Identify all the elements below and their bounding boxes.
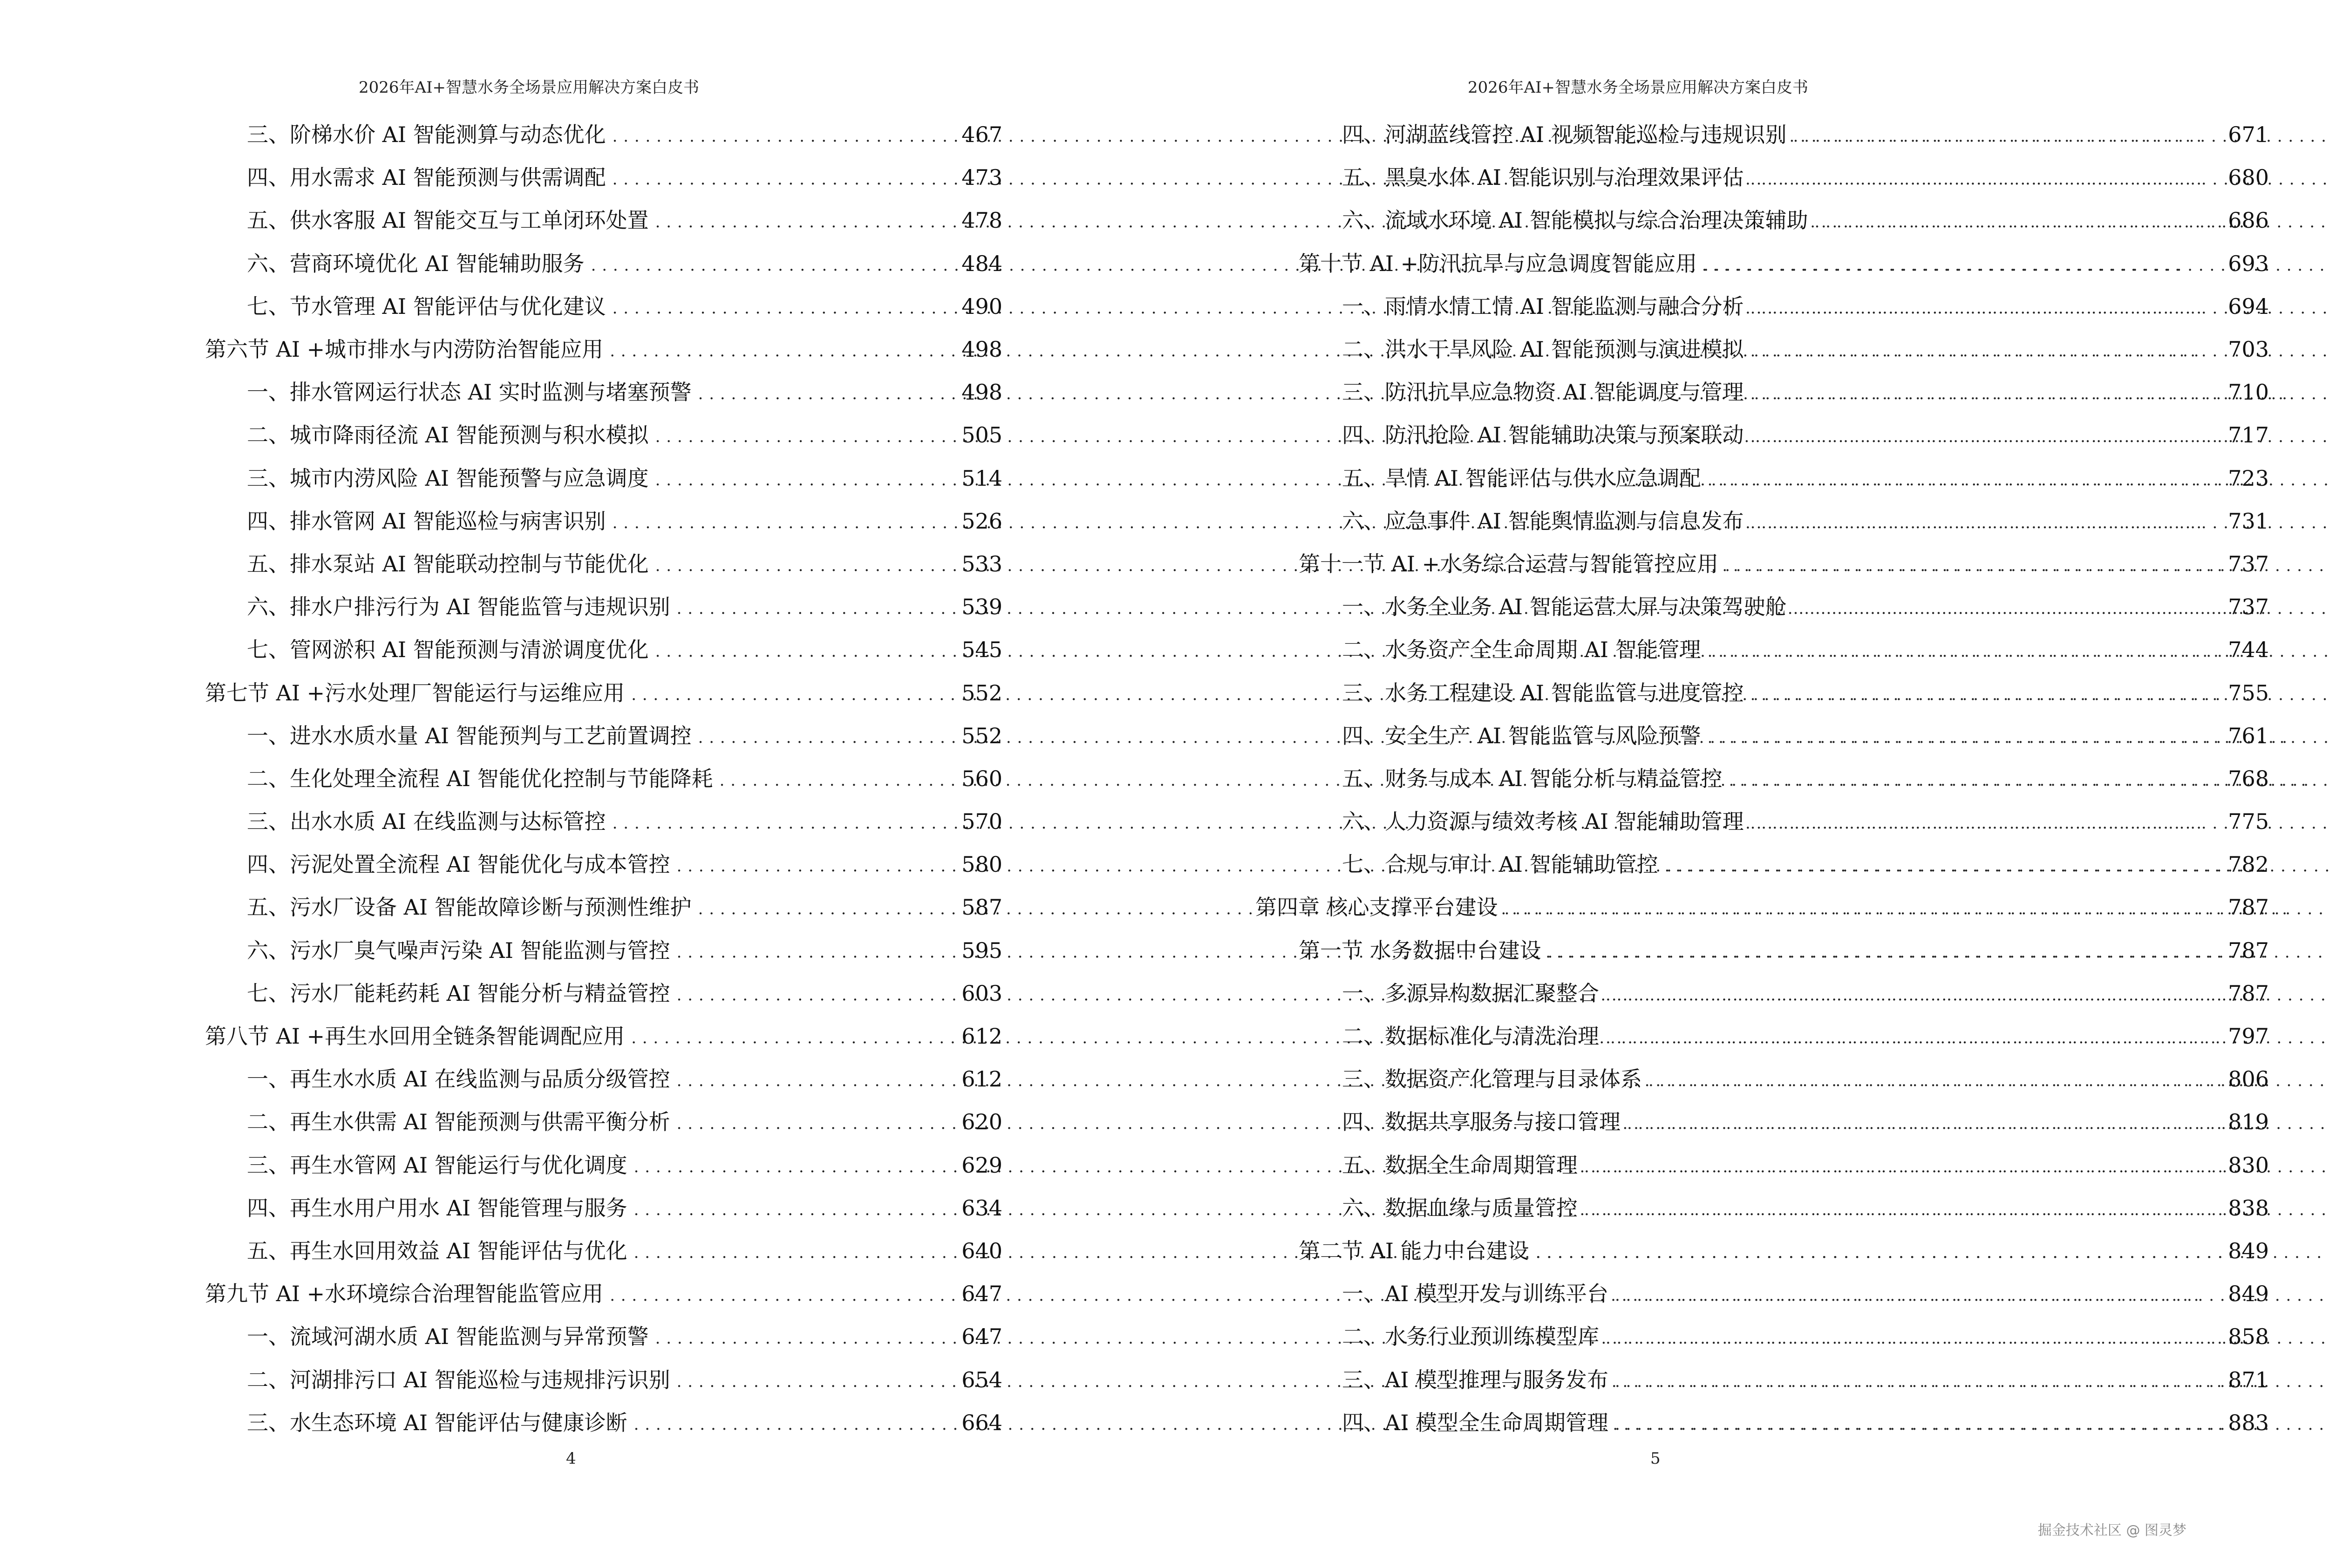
dot-leader [634, 1154, 955, 1176]
page-header-title: 2026年AI+智慧水务全场景应用解决方案白皮书 [1468, 78, 1808, 97]
toc-entry-page-number: 612 [961, 1066, 1002, 1092]
toc-entry-page-number: 526 [961, 508, 1002, 534]
toc-entry-title: 五、再生水回用效益 AI 智能评估与优化 [247, 1238, 627, 1263]
dot-leader [610, 339, 955, 360]
toc-entry[interactable] [1255, 757, 2269, 800]
dot-leader [1750, 167, 2222, 188]
toc-entry-title: 六、数据血缘与质量管控 [1342, 1195, 1578, 1221]
toc-entry-page-number: 514 [961, 465, 1002, 491]
toc-entry[interactable] [205, 628, 1002, 671]
toc-entry-title: 四、AI 模型全生命周期管理 [1342, 1410, 1609, 1435]
toc-entry-title: 第二节 AI 能力中台建设 [1299, 1238, 1529, 1263]
table-of-contents-right [1255, 113, 2269, 1444]
toc-entry-page-number: 744 [2228, 637, 2269, 663]
toc-entry[interactable] [205, 585, 1002, 628]
dot-leader [1750, 424, 2222, 446]
toc-entry-page-number: 717 [2228, 422, 2269, 448]
toc-entry[interactable] [1255, 242, 2269, 285]
dot-leader [677, 1369, 955, 1391]
dot-leader [677, 854, 955, 875]
toc-entry-page-number: 560 [961, 766, 1002, 791]
toc-entry[interactable] [205, 1187, 1002, 1229]
dot-leader [677, 940, 955, 961]
dot-leader [677, 596, 955, 618]
toc-entry[interactable] [1255, 500, 2269, 543]
dot-leader [1703, 253, 2221, 274]
toc-entry[interactable] [1255, 929, 2269, 972]
dot-leader [1708, 725, 2222, 747]
toc-entry-page-number: 467 [961, 122, 1002, 148]
toc-entry[interactable] [1255, 1272, 2269, 1315]
toc-entry[interactable] [205, 328, 1002, 371]
toc-entry-page-number: 629 [961, 1152, 1002, 1178]
right-page [1104, 0, 2269, 1568]
toc-entry-page-number: 640 [961, 1238, 1002, 1263]
toc-entry-title: 二、水务资产全生命周期 AI 智能管理 [1342, 637, 1701, 663]
toc-entry-title: 二、生化处理全流程 AI 智能优化控制与节能降耗 [247, 766, 713, 791]
toc-entry[interactable] [205, 156, 1002, 199]
toc-entry-title: 三、城市内涝风险 AI 智能预警与应急调度 [247, 465, 649, 491]
toc-entry-page-number: 634 [961, 1195, 1002, 1221]
toc-entry[interactable] [205, 1401, 1002, 1444]
toc-entry-title: 五、旱情 AI 智能评估与供水应急调配 [1342, 465, 1701, 491]
toc-entry-title: 四、防汛抢险 AI 智能辅助决策与预案联动 [1342, 422, 1744, 448]
toc-entry-title: 六、人力资源与绩效考核 AI 智能辅助管理 [1342, 809, 1744, 835]
dot-leader [655, 1326, 955, 1347]
toc-entry-title: 六、污水厂臭气噪声污染 AI 智能监测与管控 [247, 937, 670, 963]
dot-leader [613, 510, 955, 532]
toc-entry[interactable] [205, 1358, 1002, 1401]
toc-entry-page-number: 710 [2228, 380, 2269, 405]
dot-leader [613, 124, 955, 145]
toc-entry[interactable] [1255, 843, 2269, 886]
toc-entry[interactable] [205, 1015, 1002, 1058]
toc-entry-page-number: 694 [2228, 293, 2269, 319]
toc-entry[interactable] [1255, 156, 2269, 199]
toc-entry-title: 第十一节 AI +水务综合运营与智能管控应用 [1299, 551, 1719, 577]
dot-leader [634, 1240, 955, 1262]
dot-leader [677, 1111, 955, 1133]
watermark: 掘金技术社区 @ 图灵梦 [2037, 1522, 2186, 1539]
toc-entry-page-number: 533 [961, 551, 1002, 577]
dot-leader [1627, 1111, 2221, 1133]
toc-entry-title: 二、水务行业预训练模型库 [1342, 1324, 1599, 1350]
toc-entry-title: 六、应急事件 AI 智能舆情监测与信息发布 [1342, 508, 1744, 534]
dot-leader [1536, 1240, 2222, 1262]
toc-entry-title: 第十节 AI +防汛抗旱与应急调度智能应用 [1299, 251, 1697, 276]
toc-entry-page-number: 787 [2228, 895, 2269, 920]
toc-entry[interactable] [1255, 886, 2269, 929]
toc-entry-page-number: 671 [2228, 122, 2269, 148]
toc-entry[interactable] [205, 1144, 1002, 1187]
toc-entry-page-number: 612 [961, 1024, 1002, 1049]
toc-entry[interactable] [205, 972, 1002, 1015]
toc-entry[interactable] [1255, 457, 2269, 500]
toc-entry-page-number: 871 [2228, 1367, 2269, 1392]
toc-entry-title: 四、河湖蓝线管控 AI 视频智能巡检与违规识别 [1342, 122, 1787, 148]
toc-entry[interactable] [205, 199, 1002, 242]
dot-leader [677, 983, 955, 1004]
toc-entry-title: 三、数据资产化管理与目录体系 [1342, 1066, 1642, 1092]
toc-entry[interactable] [1255, 1187, 2269, 1229]
toc-entry-title: 四、安全生产 AI 智能监管与风险预警 [1342, 723, 1701, 748]
toc-entry-page-number: 686 [2228, 208, 2269, 233]
toc-entry-title: 三、防汛抗旱应急物资 AI 智能调度与管理 [1342, 380, 1744, 405]
toc-entry-page-number: 484 [961, 251, 1002, 276]
dot-leader [698, 381, 955, 403]
dot-leader [1708, 639, 2222, 660]
toc-entry-title: 六、排水户排污行为 AI 智能监管与违规识别 [247, 594, 670, 620]
toc-entry-title: 二、城市降雨径流 AI 智能预测与积水模拟 [247, 422, 649, 448]
toc-entry[interactable] [205, 1058, 1002, 1100]
toc-entry-title: 三、AI 模型推理与服务发布 [1342, 1367, 1609, 1392]
toc-entry[interactable] [205, 800, 1002, 843]
toc-entry[interactable] [205, 242, 1002, 285]
toc-entry-page-number: 787 [2228, 980, 2269, 1006]
toc-entry[interactable] [205, 929, 1002, 972]
toc-entry-title: 四、用水需求 AI 智能预测与供需调配 [247, 165, 606, 190]
toc-entry-page-number: 490 [961, 293, 1002, 319]
toc-entry-page-number: 595 [961, 937, 1002, 963]
dot-leader [655, 468, 955, 489]
dot-leader [655, 553, 955, 575]
dot-leader [1606, 1326, 2221, 1347]
toc-entry[interactable] [205, 671, 1002, 714]
toc-entry-page-number: 838 [2228, 1195, 2269, 1221]
toc-entry-page-number: 768 [2228, 766, 2269, 791]
toc-entry-page-number: 545 [961, 637, 1002, 663]
toc-entry[interactable] [205, 1315, 1002, 1358]
toc-entry-page-number: 647 [961, 1281, 1002, 1307]
dot-leader [613, 296, 955, 317]
table-of-contents-left [205, 113, 1002, 1444]
toc-entry[interactable] [1255, 714, 2269, 757]
toc-entry-page-number: 647 [961, 1324, 1002, 1350]
toc-entry[interactable] [1255, 1229, 2269, 1272]
toc-entry-title: 四、排水管网 AI 智能巡检与病害识别 [247, 508, 606, 534]
toc-entry-page-number: 505 [961, 422, 1002, 448]
toc-entry-page-number: 552 [961, 723, 1002, 748]
page-number: 4 [566, 1449, 576, 1468]
toc-entry-title: 第一节 水务数据中台建设 [1299, 937, 1541, 963]
dot-leader [1725, 553, 2221, 575]
toc-entry[interactable] [1255, 671, 2269, 714]
dot-leader [631, 682, 955, 704]
dot-leader [1793, 596, 2222, 618]
toc-entry[interactable] [1255, 543, 2269, 585]
dot-leader [698, 725, 955, 747]
dot-leader [631, 1025, 955, 1047]
toc-entry[interactable] [205, 500, 1002, 543]
toc-entry-page-number: 731 [2228, 508, 2269, 534]
toc-entry-title: 三、再生水管网 AI 智能运行与优化调度 [247, 1152, 627, 1178]
dot-leader [1648, 1068, 2221, 1090]
toc-entry[interactable] [205, 285, 1002, 328]
dot-leader [634, 1197, 955, 1219]
dot-leader [1584, 1197, 2221, 1219]
dot-leader [720, 768, 955, 789]
toc-entry-page-number: 539 [961, 594, 1002, 620]
toc-entry-title: 二、河湖排污口 AI 智能巡检与违规排污识别 [247, 1367, 670, 1392]
toc-entry-title: 一、再生水水质 AI 在线监测与品质分级管控 [247, 1066, 670, 1092]
toc-entry-title: 五、黑臭水体 AI 智能识别与治理效果评估 [1342, 165, 1744, 190]
dot-leader [1750, 510, 2222, 532]
toc-entry-page-number: 782 [2228, 852, 2269, 877]
dot-leader [613, 167, 955, 188]
toc-entry-page-number: 849 [2228, 1281, 2269, 1307]
dot-leader [655, 639, 955, 660]
dot-leader [1815, 210, 2222, 231]
toc-entry-title: 第四章 核心支撑平台建设 [1255, 895, 1498, 920]
toc-entry[interactable] [205, 757, 1002, 800]
toc-entry[interactable] [1255, 1015, 2269, 1058]
toc-entry[interactable] [1255, 972, 2269, 1015]
toc-entry-title: 四、数据共享服务与接口管理 [1342, 1109, 1621, 1135]
toc-entry-title: 一、雨情水情工情 AI 智能监测与融合分析 [1342, 293, 1744, 319]
toc-entry-title: 二、数据标准化与清洗治理 [1342, 1024, 1599, 1049]
toc-entry[interactable] [1255, 1100, 2269, 1143]
toc-entry-page-number: 819 [2228, 1109, 2269, 1135]
dot-leader [1750, 381, 2222, 403]
toc-entry-page-number: 849 [2228, 1238, 2269, 1263]
toc-entry-title: 第八节 AI +再生水回用全链条智能调配应用 [205, 1024, 625, 1049]
toc-entry[interactable] [1255, 285, 2269, 328]
toc-entry-page-number: 654 [961, 1367, 1002, 1392]
dot-leader [1729, 768, 2222, 789]
toc-entry-page-number: 797 [2228, 1024, 2269, 1049]
toc-entry-title: 六、营商环境优化 AI 智能辅助服务 [247, 251, 585, 276]
dot-leader [1665, 854, 2222, 875]
dot-leader [613, 811, 955, 832]
toc-entry-title: 三、水生态环境 AI 智能评估与健康诊断 [247, 1410, 627, 1435]
toc-entry-page-number: 580 [961, 852, 1002, 877]
toc-entry[interactable] [205, 714, 1002, 757]
toc-entry-title: 五、污水厂设备 AI 智能故障诊断与预测性维护 [247, 895, 692, 920]
dot-leader [1750, 296, 2222, 317]
page-header-title: 2026年AI+智慧水务全场景应用解决方案白皮书 [359, 78, 699, 97]
toc-entry-page-number: 723 [2228, 465, 2269, 491]
dot-leader [655, 424, 955, 446]
toc-entry[interactable] [205, 543, 1002, 585]
toc-entry-title: 第七节 AI +污水处理厂智能运行与运维应用 [205, 680, 625, 706]
toc-entry-title: 一、水务全业务 AI 智能运营大屏与决策驾驶舱 [1342, 594, 1787, 620]
dot-leader [1505, 896, 2222, 918]
toc-entry-page-number: 775 [2228, 809, 2269, 835]
toc-entry[interactable] [205, 414, 1002, 456]
toc-entry-page-number: 680 [2228, 165, 2269, 190]
toc-entry-page-number: 806 [2228, 1066, 2269, 1092]
toc-entry[interactable] [205, 1272, 1002, 1315]
toc-entry-title: 一、流域河湖水质 AI 智能监测与异常预警 [247, 1324, 649, 1350]
toc-entry-title: 三、阶梯水价 AI 智能测算与动态优化 [247, 122, 606, 148]
toc-entry[interactable] [205, 371, 1002, 414]
toc-entry-page-number: 883 [2228, 1410, 2269, 1435]
toc-entry-title: 七、节水管理 AI 智能评估与优化建议 [247, 293, 606, 319]
dot-leader [610, 1283, 955, 1304]
dot-leader [1750, 811, 2222, 832]
toc-entry-title: 三、出水水质 AI 在线监测与达标管控 [247, 809, 606, 835]
toc-entry[interactable] [205, 1229, 1002, 1272]
toc-entry[interactable] [1255, 1144, 2269, 1187]
toc-entry-title: 七、合规与审计 AI 智能辅助管控 [1342, 852, 1658, 877]
toc-entry[interactable] [205, 886, 1002, 929]
toc-entry[interactable] [1255, 1401, 2269, 1444]
toc-entry-title: 二、洪水干旱风险 AI 智能预测与演进模拟 [1342, 337, 1744, 362]
toc-entry-page-number: 498 [961, 380, 1002, 405]
toc-entry-page-number: 830 [2228, 1152, 2269, 1178]
toc-entry-page-number: 737 [2228, 551, 2269, 577]
toc-entry[interactable] [205, 113, 1002, 156]
toc-entry[interactable] [1255, 1058, 2269, 1100]
dot-leader [1615, 1412, 2221, 1433]
dot-leader [1793, 124, 2222, 145]
toc-entry-page-number: 552 [961, 680, 1002, 706]
toc-entry-title: 四、再生水用户用水 AI 智能管理与服务 [247, 1195, 627, 1221]
toc-entry-page-number: 587 [961, 895, 1002, 920]
toc-entry-title: 五、数据全生命周期管理 [1342, 1152, 1578, 1178]
toc-entry-title: 第六节 AI +城市排水与内涝防治智能应用 [205, 337, 604, 362]
toc-entry-title: 一、进水水质水量 AI 智能预判与工艺前置调控 [247, 723, 692, 748]
toc-entry-page-number: 570 [961, 809, 1002, 835]
toc-entry-title: 五、财务与成本 AI 智能分析与精益管控 [1342, 766, 1723, 791]
toc-entry-title: 三、水务工程建设 AI 智能监管与进度管控 [1342, 680, 1744, 706]
toc-entry[interactable] [1255, 1315, 2269, 1358]
dot-leader [677, 1068, 955, 1090]
toc-entry[interactable] [1255, 800, 2269, 843]
toc-entry[interactable] [1255, 371, 2269, 414]
dot-leader [1708, 468, 2222, 489]
toc-entry-page-number: 620 [961, 1109, 1002, 1135]
dot-leader [591, 253, 955, 274]
dot-leader [1750, 682, 2222, 704]
toc-entry-title: 七、管网淤积 AI 智能预测与清淤调度优化 [247, 637, 649, 663]
toc-entry-title: 七、污水厂能耗药耗 AI 智能分析与精益管控 [247, 980, 670, 1006]
toc-entry[interactable] [1255, 628, 2269, 671]
toc-entry-title: 六、流域水环境 AI 智能模拟与综合治理决策辅助 [1342, 208, 1808, 233]
dot-leader [634, 1412, 955, 1433]
dot-leader [1750, 339, 2222, 360]
toc-entry-title: 一、多源异构数据汇聚整合 [1342, 980, 1599, 1006]
toc-entry[interactable] [205, 843, 1002, 886]
toc-entry-page-number: 858 [2228, 1324, 2269, 1350]
dot-leader [1606, 1025, 2221, 1047]
dot-leader [1615, 1369, 2221, 1391]
page-number: 5 [1650, 1449, 1661, 1468]
toc-entry[interactable] [1255, 414, 2269, 456]
toc-entry-page-number: 737 [2228, 594, 2269, 620]
toc-entry[interactable] [1255, 113, 2269, 156]
toc-entry-page-number: 761 [2228, 723, 2269, 748]
toc-entry-title: 四、污泥处置全流程 AI 智能优化与成本管控 [247, 852, 670, 877]
toc-entry-page-number: 703 [2228, 337, 2269, 362]
toc-entry[interactable] [1255, 585, 2269, 628]
toc-entry-title: 五、供水客服 AI 智能交互与工单闭环处置 [247, 208, 649, 233]
dot-leader [698, 896, 955, 918]
toc-entry-title: 一、AI 模型开发与训练平台 [1342, 1281, 1609, 1307]
left-page [0, 0, 1104, 1568]
toc-entry-page-number: 498 [961, 337, 1002, 362]
dot-leader [1615, 1283, 2221, 1304]
toc-entry-title: 二、再生水供需 AI 智能预测与供需平衡分析 [247, 1109, 670, 1135]
toc-entry-page-number: 787 [2228, 937, 2269, 963]
toc-entry-title: 五、排水泵站 AI 智能联动控制与节能优化 [247, 551, 649, 577]
toc-entry-page-number: 755 [2228, 680, 2269, 706]
toc-entry[interactable] [1255, 199, 2269, 242]
toc-entry-page-number: 603 [961, 980, 1002, 1006]
dot-leader [655, 210, 955, 231]
dot-leader [1548, 940, 2222, 961]
toc-entry[interactable] [1255, 1358, 2269, 1401]
toc-entry-page-number: 664 [961, 1410, 1002, 1435]
dot-leader [1584, 1154, 2221, 1176]
toc-entry[interactable] [205, 1100, 1002, 1143]
toc-entry-page-number: 693 [2228, 251, 2269, 276]
toc-entry-title: 第九节 AI +水环境综合治理智能监管应用 [205, 1281, 604, 1307]
toc-entry-page-number: 478 [961, 208, 1002, 233]
dot-leader [1606, 983, 2221, 1004]
toc-entry-title: 一、排水管网运行状态 AI 实时监测与堵塞预警 [247, 380, 692, 405]
toc-entry[interactable] [205, 457, 1002, 500]
toc-entry[interactable] [1255, 328, 2269, 371]
toc-entry-page-number: 473 [961, 165, 1002, 190]
